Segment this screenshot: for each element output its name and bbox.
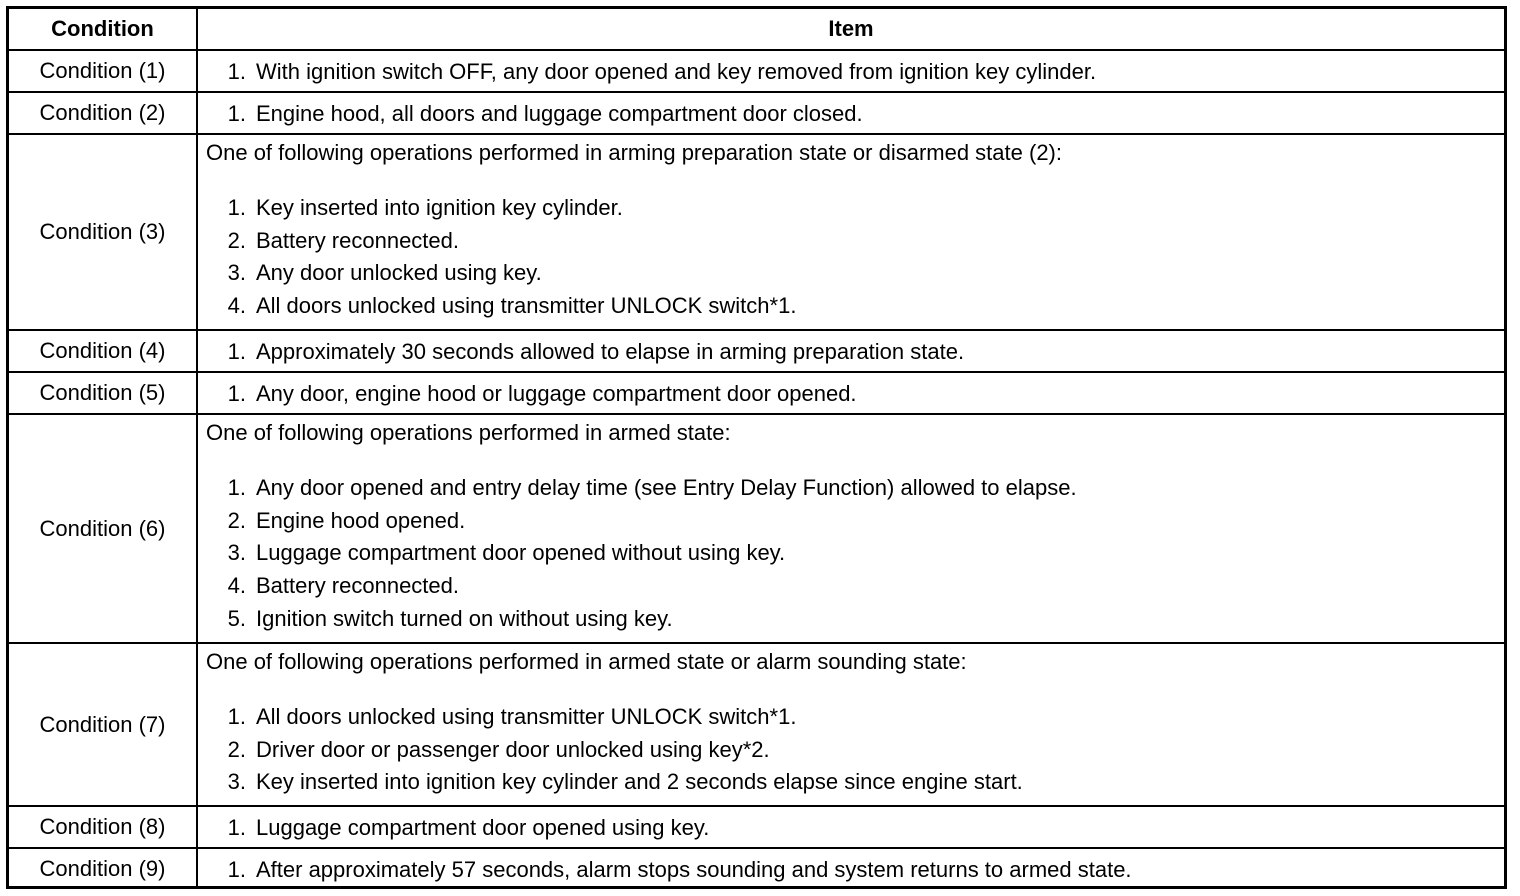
item-intro-text: One of following operations performed in arming preparation state or disarmed state (2):: [206, 140, 1062, 165]
list-item-number: 1.: [227, 815, 246, 840]
condition-cell: Condition (8): [9, 807, 198, 847]
list-item-text: All doors unlocked using transmitter UNLOCK switch*1.: [256, 704, 797, 729]
condition-cell: Condition (2): [9, 93, 198, 133]
item-column-header: Item: [828, 16, 874, 41]
item-intro-text: One of following operations performed in armed state or alarm sounding state:: [206, 649, 967, 674]
condition-cell: Condition (1): [9, 51, 198, 91]
table-row: [9, 51, 1504, 93]
list-item-text: Key inserted into ignition key cylinder.: [256, 195, 623, 220]
table-row: [9, 807, 1504, 849]
list-item-number: 1.: [227, 704, 246, 729]
list-item-number: 1.: [227, 101, 246, 126]
table-row: [9, 331, 1504, 373]
list-item-number: 1.: [227, 195, 246, 220]
table-row: [9, 373, 1504, 415]
list-item-text: Key inserted into ignition key cylinder and 2 seconds elapse since engine start.: [256, 769, 1023, 795]
list-item-text: After approximately 57 seconds, alarm stops sounding and system returns to armed state.: [256, 857, 1132, 882]
list-item-number: 1.: [227, 59, 246, 84]
table-header-row: [9, 9, 1504, 51]
item-cell: [198, 849, 1504, 889]
item-cell: [198, 51, 1504, 91]
list-item-text: Luggage compartment door opened using key.: [256, 815, 710, 840]
item-cell: [198, 644, 1504, 805]
list-item-number: 1.: [227, 475, 246, 500]
list-item-text: All doors unlocked using transmitter UNLOCK switch*1.: [256, 293, 797, 319]
list-item-text: Any door unlocked using key.: [256, 260, 542, 286]
list-item-text: Engine hood, all doors and luggage compartment door closed.: [256, 101, 863, 126]
list-item-number: 3.: [227, 769, 246, 795]
table-row: [9, 644, 1504, 807]
list-item-text: Engine hood opened.: [256, 507, 466, 533]
list-item-number: 1.: [227, 381, 246, 406]
list-item-text: Approximately 30 seconds allowed to elapse in arming preparation state.: [256, 339, 965, 364]
condition-cell: Condition (6): [9, 415, 198, 642]
item-cell: [198, 807, 1504, 847]
condition-cell: Condition (3): [9, 135, 198, 329]
table-row: [9, 93, 1504, 135]
conditions-table: [6, 6, 1507, 889]
item-cell: [198, 93, 1504, 133]
condition-column-header: Condition: [9, 9, 198, 49]
list-item-number: 1.: [227, 857, 246, 882]
table-row: [9, 415, 1504, 644]
item-cell: [198, 135, 1504, 329]
list-item-text: Any door, engine hood or luggage compartment door opened.: [256, 381, 857, 406]
condition-cell: Condition (7): [9, 644, 198, 805]
list-item-number: 2.: [227, 507, 246, 533]
list-item-number: 4.: [227, 293, 246, 319]
item-cell: [198, 373, 1504, 413]
list-item-text: With ignition switch OFF, any door opened and key removed from ignition key cylinder.: [256, 59, 1097, 84]
table-row: [9, 135, 1504, 331]
list-item-text: Battery reconnected.: [256, 227, 460, 253]
list-item-text: Ignition switch turned on without using key.: [256, 605, 673, 631]
list-item-number: 3.: [227, 260, 246, 286]
condition-cell: Condition (4): [9, 331, 198, 371]
list-item-number: 3.: [227, 540, 246, 566]
condition-cell: Condition (5): [9, 373, 198, 413]
list-item-text: Luggage compartment door opened without using key.: [256, 540, 786, 566]
list-item-number: 2.: [227, 227, 246, 253]
item-cell: [198, 331, 1504, 371]
list-item-text: Any door opened and entry delay time (see Entry Delay Function) allowed to elapse.: [256, 475, 1077, 500]
condition-cell: Condition (9): [9, 849, 198, 889]
item-cell: [198, 415, 1504, 642]
list-item-text: Battery reconnected.: [256, 573, 460, 599]
list-item-number: 5.: [227, 605, 246, 631]
list-item-number: 2.: [227, 736, 246, 762]
list-item-text: Driver door or passenger door unlocked using key*2.: [256, 736, 770, 762]
list-item-number: 4.: [227, 573, 246, 599]
table-row: [9, 849, 1504, 889]
list-item-number: 1.: [227, 339, 246, 364]
item-intro-text: One of following operations performed in armed state:: [206, 420, 731, 445]
